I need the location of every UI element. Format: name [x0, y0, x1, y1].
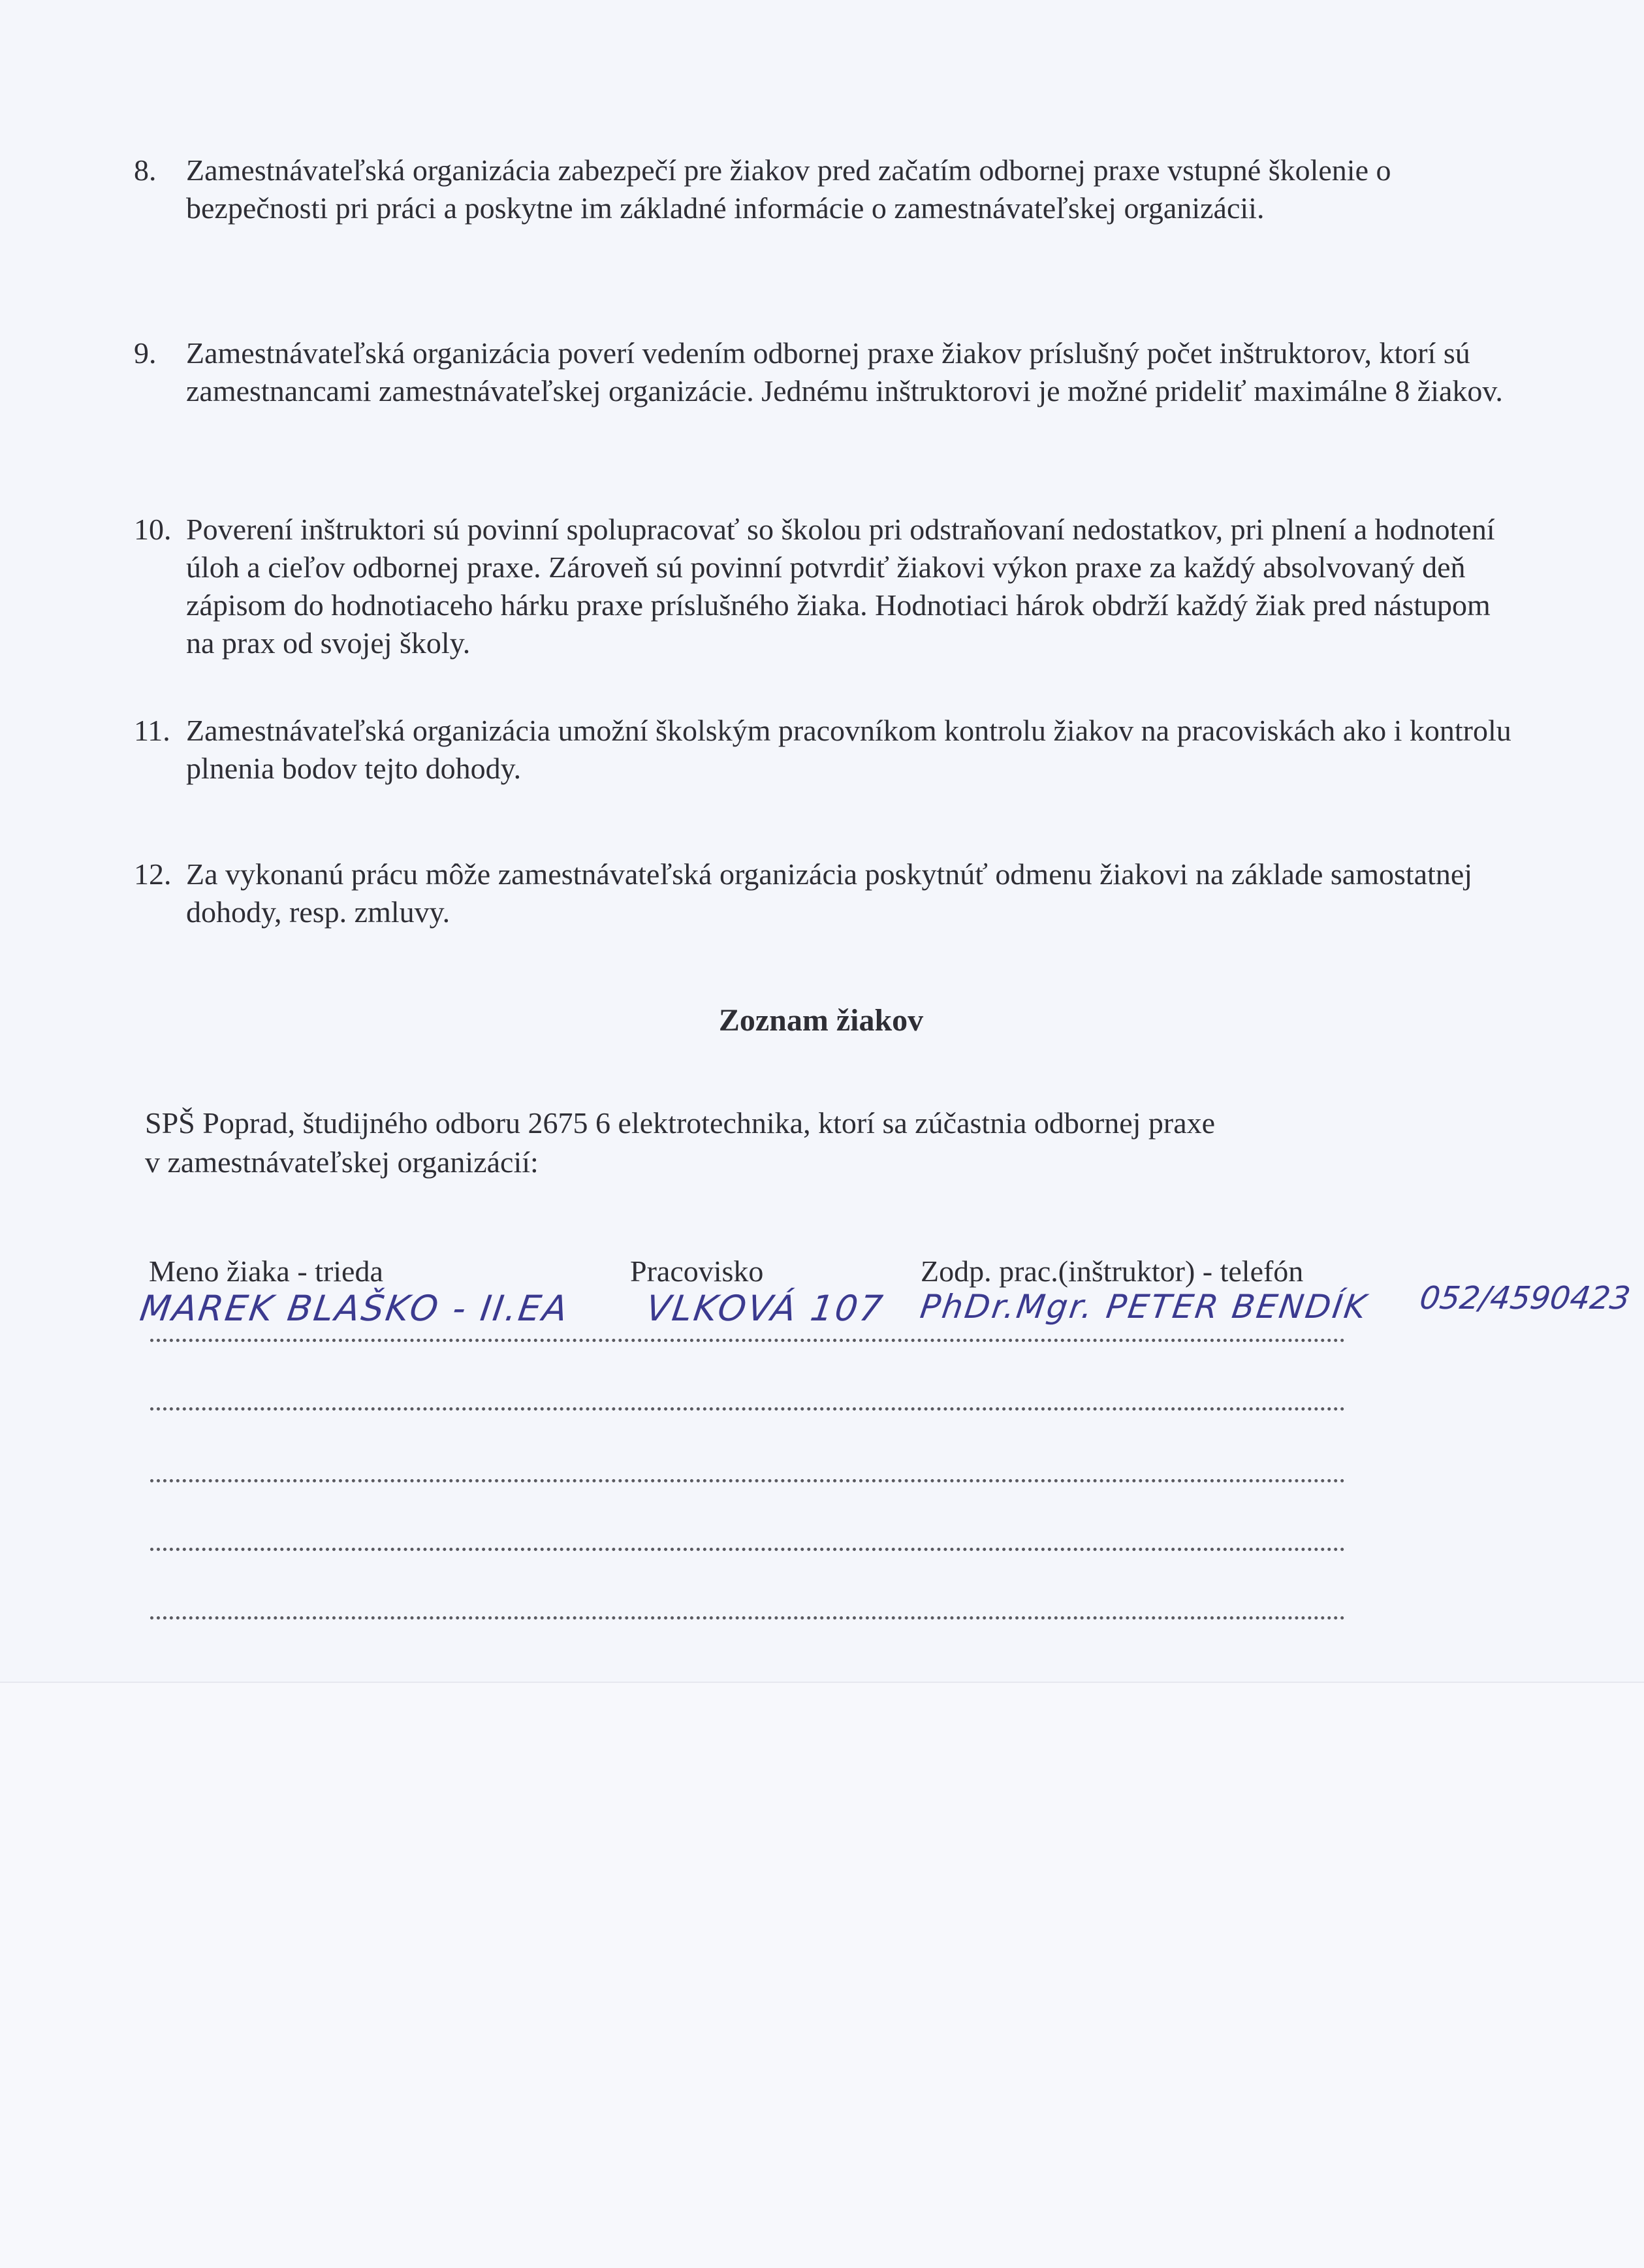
intro-line-2: v zamestnávateľskej organizácií:: [145, 1145, 539, 1179]
list-item-9: [134, 334, 1518, 410]
item-text: Zamestnávateľská organizácia umožní školským pracovníkom kontrolu žiakov na pracoviskách ako i kontrolu plnenia bodov tejto dohody.: [186, 714, 1511, 785]
item-number: 9.: [134, 336, 157, 370]
item-text: Za vykonanú prácu môže zamestnávateľská organizácia poskytnúť odmenu žiakovi na základe samostatnej dohody, resp. zmluvy.: [186, 857, 1473, 929]
handwritten-workplace: VLKOVÁ 107: [643, 1288, 887, 1329]
dotted-line: [150, 1407, 1345, 1411]
item-text: Poverení inštruktori sú povinní spolupracovať so školou pri odstraňovaní nedostatkov, pri plnení a hodnotení úloh a cieľov odbornej praxe. Zároveň sú povinní potvrdiť žiakovi výkon praxe za každý absolvovaný deň zápisom do hodnotiaceho hárku praxe príslušného žiaka. Hodnotiaci hárok obdrží každý žiak pred nástupom na prax od svojej školy.: [186, 513, 1495, 660]
fill-line: [150, 1512, 1345, 1551]
column-header-instructor: Zodp. prac.(inštruktor) - telefón: [921, 1254, 1304, 1288]
item-number: 12.: [134, 857, 172, 891]
fill-line: [150, 1371, 1345, 1411]
dotted-line: [150, 1548, 1345, 1551]
fill-line: [150, 1443, 1345, 1482]
list-item-10: [134, 511, 1518, 662]
list-item-11: [134, 712, 1518, 788]
item-text: Zamestnávateľská organizácia zabezpečí pre žiakov pred začatím odbornej praxe vstupné školenie o bezpečnosti pri práci a poskytne im základné informácie o zamestnávateľskej organizácii.: [186, 153, 1391, 225]
handwritten-instructor: PhDr.Mgr. PETER BENDÍK: [917, 1288, 1370, 1326]
item-number: 10.: [134, 513, 172, 546]
item-number: 11.: [134, 714, 170, 747]
intro-line-1: SPŠ Poprad, študijného odboru 2675 6 elektrotechnika, ktorí sa zúčastnia odbornej praxe: [145, 1106, 1216, 1140]
item-text: Zamestnávateľská organizácia poverí vedením odbornej praxe žiakov príslušný počet inštruktorov, ktorí sú zamestnancami zamestnávateľskej organizácie. Jednému inštruktorovi je možné prideliť maximálne 8 žiakov.: [186, 336, 1503, 407]
dotted-line: [150, 1479, 1345, 1482]
handwritten-student-name: MAREK BLAŠKO - II.EA: [137, 1288, 572, 1329]
list-item-12: [134, 855, 1518, 931]
section-heading: [0, 1002, 1644, 1038]
column-header-place: Pracovisko: [630, 1254, 764, 1288]
list-item-8: [134, 152, 1518, 227]
column-header-name: Meno žiaka - trieda: [149, 1254, 383, 1288]
dotted-line: [150, 1616, 1345, 1620]
list-intro: [145, 1104, 1516, 1182]
fill-line: [150, 1580, 1345, 1620]
item-number: 8.: [134, 153, 157, 187]
handwritten-phone: 052/4590423: [1417, 1280, 1633, 1317]
dotted-line: [150, 1339, 1345, 1342]
page-fold: [0, 1682, 1644, 2268]
heading-text: Zoznam žiakov: [718, 1003, 924, 1038]
